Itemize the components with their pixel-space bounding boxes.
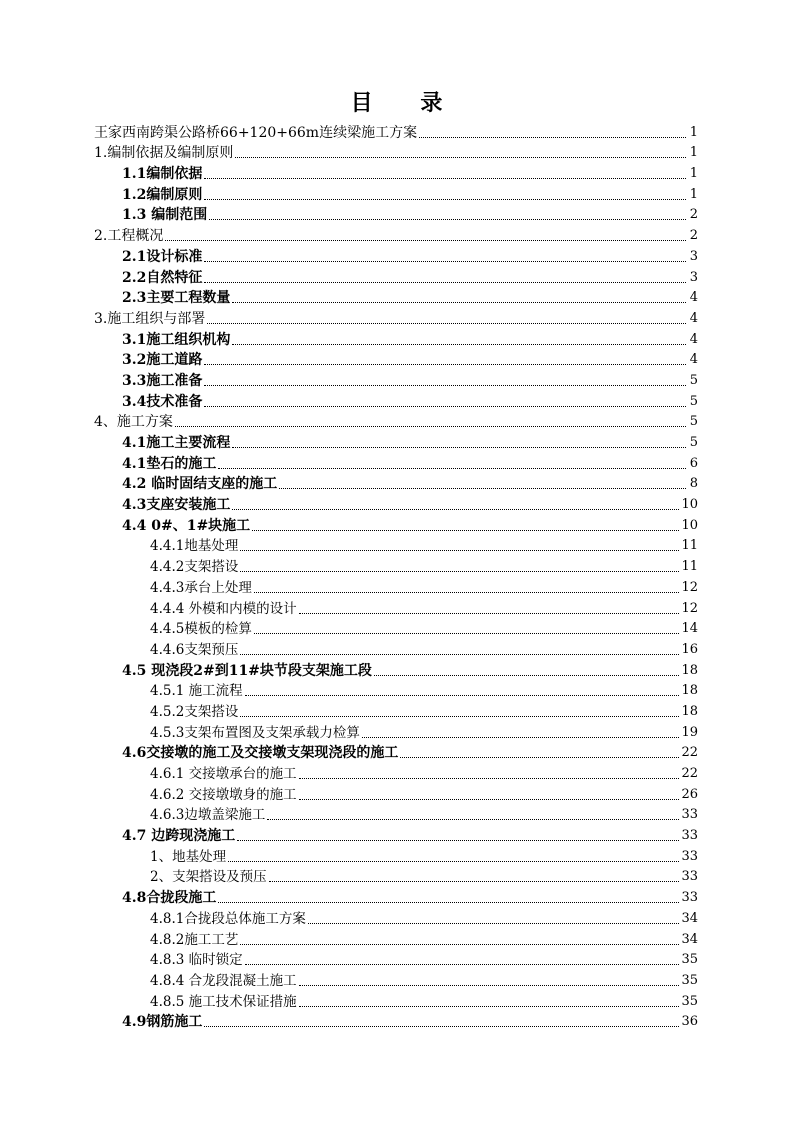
toc-entry-page-number: 3 (689, 248, 698, 264)
toc-entry[interactable] (94, 142, 698, 163)
page-title: 目 录 (350, 90, 463, 116)
dot-leader (240, 715, 679, 717)
toc-entry[interactable] (94, 431, 698, 452)
toc-entry-page-number: 4 (689, 352, 698, 368)
toc-entry[interactable] (94, 659, 698, 680)
toc-entry[interactable] (94, 266, 698, 287)
toc-entry-label: 4.6.2 交接墩墩身的施工 (150, 786, 297, 803)
toc-entry-page-number: 5 (689, 372, 698, 388)
toc-entry-page-number: 26 (681, 786, 698, 802)
toc-entry-label: 4、施工方案 (94, 414, 173, 431)
dot-leader (218, 467, 686, 469)
toc-entry-label: 4.5.3支架布置图及支架承载力检算 (150, 724, 360, 741)
toc-entry-label: 4.4.4 外模和内模的设计 (150, 600, 297, 617)
dot-leader (207, 322, 686, 324)
toc-entry-label: 3.1施工组织机构 (122, 331, 231, 348)
dot-leader (204, 198, 686, 200)
toc-entry[interactable] (94, 183, 698, 204)
dot-leader (374, 674, 680, 676)
dot-leader (204, 260, 686, 262)
toc-entry-page-number: 33 (681, 890, 698, 906)
toc-entry-page-number: 12 (681, 579, 698, 595)
toc-entry-label: 4.4 0#、1#块施工 (122, 517, 251, 534)
toc-entry-label: 4.6.3边墩盖梁施工 (150, 807, 266, 824)
toc-entry[interactable] (94, 845, 698, 866)
toc-entry-page-number: 14 (681, 621, 698, 637)
dot-leader (299, 612, 680, 614)
toc-entry[interactable] (94, 390, 698, 411)
toc-entry-label: 4.5.1 施工流程 (150, 683, 243, 700)
toc-entry-label: 2.1设计标准 (122, 248, 203, 265)
toc-entry[interactable] (94, 1011, 698, 1032)
toc-entry-label: 2.工程概况 (94, 228, 164, 245)
dot-leader (269, 880, 680, 882)
toc-entry-page-number: 18 (681, 703, 698, 719)
dot-leader (240, 943, 679, 945)
toc-entry[interactable] (94, 783, 698, 804)
toc-entry-label: 1.1编制依据 (122, 166, 203, 183)
dot-leader (362, 736, 680, 738)
toc-entry[interactable] (94, 949, 698, 970)
toc-entry-label: 2、支架搭设及预压 (150, 869, 267, 886)
dot-leader (240, 549, 679, 551)
toc-entry-page-number: 2 (689, 207, 698, 223)
dot-leader (209, 218, 686, 220)
toc-entry[interactable] (94, 824, 698, 845)
toc-entry[interactable] (94, 162, 698, 183)
toc-entry-page-number: 33 (681, 828, 698, 844)
dot-leader (299, 984, 680, 986)
toc-entry[interactable] (94, 804, 698, 825)
toc-entry-label: 4.1垫石的施工 (122, 455, 217, 472)
toc-entry-label: 1、地基处理 (150, 848, 227, 865)
toc-entry[interactable] (94, 969, 698, 990)
toc-entry[interactable] (94, 411, 698, 432)
toc-entry-label: 4.3支座安装施工 (122, 497, 231, 514)
toc-entry-label: 4.4.3承台上处理 (150, 579, 252, 596)
dot-leader (400, 756, 679, 758)
toc-entry-label: 王家西南跨渠公路桥66+120+66m连续梁施工方案 (94, 124, 418, 141)
toc-entry-page-number: 33 (681, 869, 698, 885)
toc-entry-page-number: 5 (689, 435, 698, 450)
toc-entry-label: 4.1施工主要流程 (122, 435, 231, 451)
dot-leader (419, 136, 686, 138)
toc-entry-label: 3.施工组织与部署 (94, 310, 206, 327)
toc-entry[interactable] (94, 349, 698, 370)
dot-leader (228, 860, 679, 862)
toc-entry-page-number: 8 (689, 476, 698, 492)
toc-entry-label: 4.8.4 合龙段混凝土施工 (150, 972, 297, 989)
dot-leader (232, 343, 686, 345)
dot-leader (245, 963, 680, 965)
dot-leader (299, 1005, 680, 1007)
toc-entry[interactable] (94, 866, 698, 887)
toc-entry-label: 4.6交接墩的施工及交接墩支架现浇段的施工 (122, 745, 399, 762)
toc-entry-label: 4.6.1 交接墩承台的施工 (150, 766, 297, 782)
toc-entry-label: 4.5.2支架搭设 (150, 703, 239, 720)
toc-entry[interactable] (94, 555, 698, 576)
toc-entry[interactable] (94, 493, 698, 514)
toc-entry[interactable] (94, 514, 698, 535)
dot-leader (299, 777, 680, 779)
toc-entry-page-number: 33 (681, 848, 698, 864)
toc-entry-label: 4.4.5模板的检算 (150, 621, 252, 638)
dot-leader (235, 156, 686, 158)
toc-entry-label: 2.3主要工程数量 (122, 290, 231, 307)
toc-entry-label: 4.2 临时固结支座的施工 (122, 476, 278, 493)
toc-entry-label: 4.8.2施工工艺 (150, 931, 239, 948)
toc-entry-page-number: 19 (681, 724, 698, 740)
toc-entry-label: 1.2编制原则 (122, 186, 203, 203)
toc-entry-page-number: 6 (689, 455, 698, 471)
toc-entry-page-number: 11 (681, 559, 698, 575)
toc-entry-page-number: 10 (681, 497, 698, 513)
toc-entry-page-number: 5 (689, 414, 698, 430)
dot-leader (299, 798, 680, 800)
toc-entry-page-number: 16 (681, 641, 698, 657)
toc-entry-page-number: 22 (681, 766, 698, 781)
toc-entry-label: 4.9钢筋施工 (122, 1014, 203, 1031)
dot-leader (308, 922, 680, 924)
toc-entry[interactable] (94, 204, 698, 225)
toc-entry-page-number: 4 (689, 290, 698, 306)
dot-leader (204, 177, 686, 179)
toc-entry[interactable] (94, 452, 698, 473)
dot-leader (232, 446, 686, 448)
toc-entry[interactable] (94, 907, 698, 928)
toc-entry[interactable] (94, 700, 698, 721)
toc-entry-page-number: 10 (681, 517, 698, 533)
dot-leader (267, 818, 679, 820)
dot-leader (254, 632, 680, 634)
toc-entry-label: 4.4.2支架搭设 (150, 559, 239, 576)
toc-entry-label: 1.3 编制范围 (122, 207, 208, 224)
dot-leader (240, 570, 679, 572)
toc-entry-page-number: 4 (689, 310, 698, 326)
dot-leader (175, 425, 686, 427)
dot-leader (237, 839, 679, 841)
toc-entry[interactable] (94, 328, 698, 349)
toc-entry[interactable] (94, 680, 698, 701)
toc-entry[interactable] (94, 287, 698, 308)
toc-entry[interactable] (94, 307, 698, 328)
toc-entry[interactable] (94, 990, 698, 1011)
toc-entry[interactable] (94, 597, 698, 618)
toc-entry[interactable] (94, 886, 698, 907)
toc-entry-label: 4.4.6支架预压 (150, 641, 239, 658)
toc-entry-page-number: 4 (689, 331, 698, 347)
toc-entry-page-number: 2 (689, 228, 698, 244)
toc-entry-page-number: 5 (689, 393, 698, 409)
dot-leader (240, 653, 679, 655)
dot-leader (218, 901, 679, 903)
toc-entry-label: 4.8合拢段施工 (122, 890, 217, 907)
dot-leader (254, 591, 680, 593)
dot-leader (252, 529, 679, 531)
toc-entry-page-number: 12 (681, 600, 698, 616)
toc-entry-page-number: 11 (681, 538, 698, 554)
toc-entry[interactable] (94, 576, 698, 597)
dot-leader (204, 384, 686, 386)
toc-entry-page-number: 1 (689, 145, 698, 161)
toc-entry-label: 4.4.1地基处理 (150, 538, 239, 555)
toc-entry-page-number: 34 (681, 931, 698, 947)
toc-entry[interactable] (94, 928, 698, 949)
toc-entry-page-number: 18 (681, 683, 698, 699)
dot-leader (279, 487, 686, 489)
toc-entry-page-number: 3 (689, 269, 698, 285)
toc-entry-label: 3.3施工准备 (122, 372, 203, 389)
toc-entry[interactable] (94, 721, 698, 742)
toc-entry-label: 2.2自然特征 (122, 269, 203, 286)
dot-leader (165, 239, 686, 241)
toc-entry-page-number: 22 (681, 745, 698, 761)
dot-leader (245, 694, 680, 696)
dot-leader (204, 1025, 679, 1027)
toc-entry[interactable] (94, 224, 698, 245)
toc-entry[interactable] (94, 618, 698, 639)
toc-entry[interactable] (94, 121, 698, 142)
toc-entry-page-number: 36 (681, 1014, 698, 1030)
dot-leader (232, 301, 686, 303)
dot-leader (204, 405, 686, 407)
toc-entry-page-number: 1 (689, 166, 698, 182)
toc-entry[interactable] (94, 638, 698, 659)
toc-entry-label: 4.8.3 临时锁定 (150, 952, 243, 969)
toc-entry-label: 1.编制依据及编制原则 (94, 145, 234, 162)
dot-leader (204, 363, 686, 365)
toc-entry-label: 4.5 现浇段2#到11#块节段支架施工段 (122, 662, 372, 679)
toc-entry-page-number: 35 (681, 952, 698, 968)
dot-leader (232, 508, 679, 510)
toc-entry-page-number: 18 (681, 662, 698, 678)
toc-entry-label: 3.4技术准备 (122, 393, 203, 410)
toc-entry-label: 4.8.1合拢段总体施工方案 (150, 910, 306, 927)
toc-entry[interactable] (94, 742, 698, 763)
toc-entry[interactable] (94, 245, 698, 266)
toc-entry[interactable] (94, 535, 698, 556)
toc-entry-page-number: 34 (681, 910, 698, 926)
toc-entry-label: 4.7 边跨现浇施工 (122, 828, 236, 845)
toc-entry[interactable] (94, 473, 698, 494)
toc-entry-page-number: 35 (681, 972, 698, 988)
table-of-contents (94, 121, 698, 1031)
toc-entry-page-number: 1 (689, 186, 698, 202)
toc-entry-page-number: 1 (689, 124, 698, 140)
toc-entry[interactable] (94, 762, 698, 783)
toc-entry-page-number: 33 (681, 807, 698, 823)
toc-entry-label: 3.2施工道路 (122, 352, 203, 369)
dot-leader (204, 281, 686, 283)
toc-entry-page-number: 35 (681, 993, 698, 1009)
toc-entry[interactable] (94, 369, 698, 390)
toc-entry-label: 4.8.5 施工技术保证措施 (150, 993, 297, 1010)
